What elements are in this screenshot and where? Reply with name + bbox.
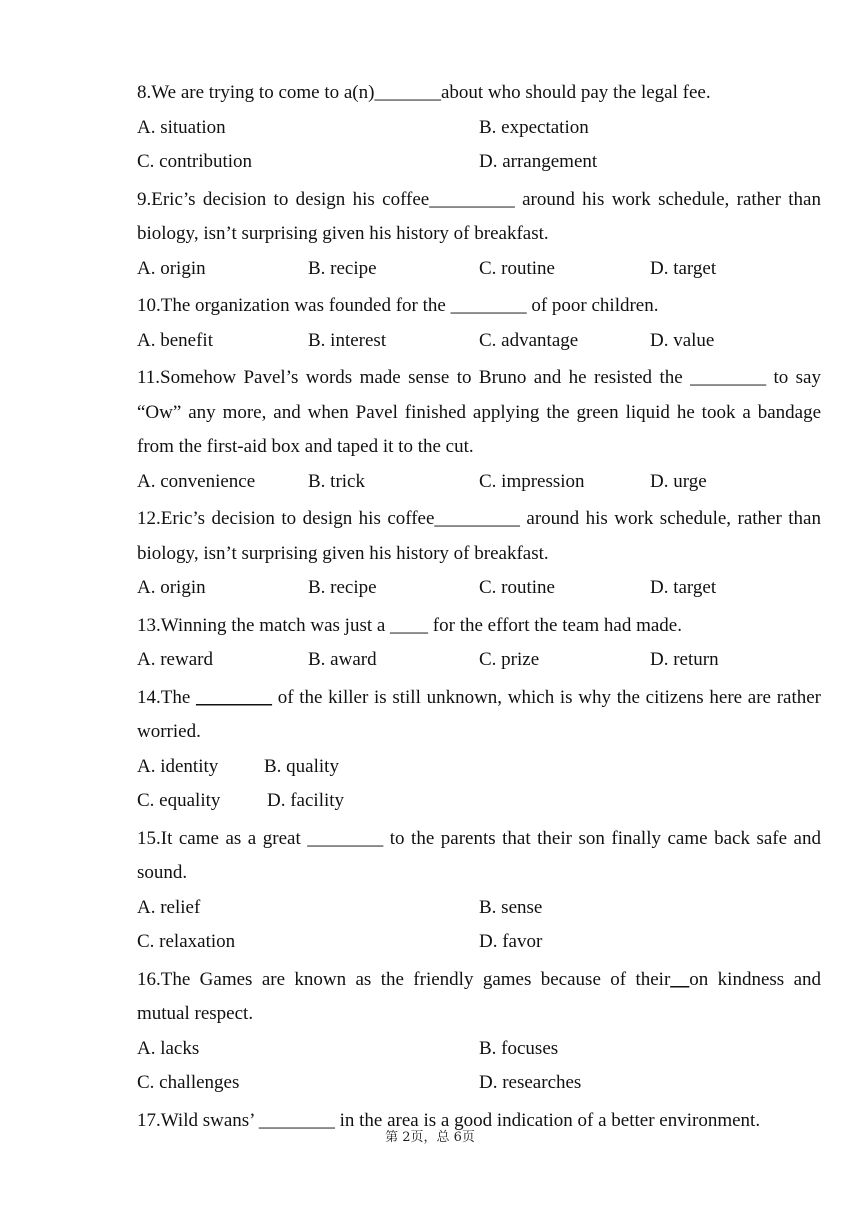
option-a: A. benefit xyxy=(137,329,213,351)
options-row xyxy=(137,145,821,180)
option-a: A. convenience xyxy=(137,470,256,492)
option-b: B. recipe xyxy=(308,257,377,279)
option-b: B. focuses xyxy=(479,1037,559,1059)
option-c: C. prize xyxy=(479,649,540,670)
answer-blank: __ xyxy=(670,968,690,990)
options-row xyxy=(137,465,821,500)
options-row xyxy=(137,925,821,960)
question-text-start: 14.The xyxy=(137,686,196,708)
options-row xyxy=(137,1066,821,1101)
option-b: B. recipe xyxy=(308,577,377,598)
question-text-end: on kindness and mutual respect. xyxy=(137,968,821,1024)
question-text: 13.Winning the match was just a ____ for the effort the team had made. xyxy=(137,614,682,636)
option-b: B. quality xyxy=(264,755,339,777)
question-text: 11.Somehow Pavel’s words made sense to Bruno and he resisted the ________ to say “Ow” any more, and when Pavel finished applying the green liquid he took a bandage from the first-aid box and taped it to the cut. xyxy=(137,367,821,457)
answer-blank: ________ xyxy=(196,686,272,708)
options-row xyxy=(137,324,821,359)
question-text: 8.We are trying to come to a(n)_______about who should pay the legal fee. xyxy=(137,82,711,103)
option-b: B. award xyxy=(308,649,377,670)
option-a: A. relief xyxy=(137,896,201,918)
option-d: D. arrangement xyxy=(479,151,598,172)
options-row xyxy=(137,891,821,926)
question-text: 15.It came as a great ________ to the parents that their son finally came back safe and sound. xyxy=(137,827,821,883)
question-9 xyxy=(137,183,821,287)
options-row xyxy=(137,252,821,287)
option-c: C. challenges xyxy=(137,1072,240,1093)
question-13 xyxy=(137,609,821,678)
option-d: D. target xyxy=(650,577,717,598)
option-d: D. target xyxy=(650,257,717,279)
question-11 xyxy=(137,361,821,499)
question-8 xyxy=(137,76,821,180)
option-a: A. identity xyxy=(137,755,219,777)
option-d: D. urge xyxy=(650,470,707,492)
option-d: D. return xyxy=(650,649,719,670)
options-row xyxy=(137,643,821,678)
question-text: 17.Wild swans’ ________ in the area is a good indication of a better environment. xyxy=(137,1109,761,1131)
options-row xyxy=(137,111,821,146)
question-list xyxy=(137,76,821,1138)
option-a: A. origin xyxy=(137,257,206,279)
option-c: C. routine xyxy=(479,577,555,598)
option-a: A. origin xyxy=(137,577,206,598)
option-c: C. equality xyxy=(137,790,221,811)
option-c: C. impression xyxy=(479,470,585,492)
question-text xyxy=(137,681,821,750)
option-b: B. trick xyxy=(308,470,365,492)
option-a: A. reward xyxy=(137,649,213,670)
option-c: C. contribution xyxy=(137,151,253,172)
question-text-end: of the killer is still unknown, which is why the citizens here are rather worried. xyxy=(137,686,821,742)
question-text-start: 16.The Games are known as the friendly games because of their xyxy=(137,968,671,990)
question-14 xyxy=(137,681,821,819)
option-b: B. sense xyxy=(479,896,543,918)
option-d: D. researches xyxy=(479,1072,582,1093)
option-a: A. lacks xyxy=(137,1037,200,1059)
page-footer: 第 2页，总 6页 xyxy=(385,1130,475,1145)
question-text: 12.Eric’s decision to design his coffee_________ around his work schedule, rather than biology, isn’t surprising given his history of breakfast. xyxy=(137,508,821,564)
options-row xyxy=(137,750,821,785)
option-d: D. favor xyxy=(479,931,543,952)
option-c: C. routine xyxy=(479,257,555,279)
question-text: 10.The organization was founded for the ________ of poor children. xyxy=(137,295,659,316)
question-15 xyxy=(137,822,821,960)
option-b: B. interest xyxy=(308,329,387,351)
question-10 xyxy=(137,289,821,358)
option-d: D. facility xyxy=(267,790,345,811)
option-c: C. advantage xyxy=(479,329,579,351)
question-16 xyxy=(137,963,821,1101)
option-d: D. value xyxy=(650,329,715,351)
option-a: A. situation xyxy=(137,116,226,138)
option-b: B. expectation xyxy=(479,116,589,138)
option-c: C. relaxation xyxy=(137,931,236,952)
question-text: 9.Eric’s decision to design his coffee_________ around his work schedule, rather than biology, isn’t surprising given his history of breakfast. xyxy=(137,188,821,244)
options-row xyxy=(137,1032,821,1067)
options-row xyxy=(137,571,821,606)
options-row xyxy=(137,784,821,819)
question-12 xyxy=(137,502,821,606)
question-text xyxy=(137,963,821,1032)
